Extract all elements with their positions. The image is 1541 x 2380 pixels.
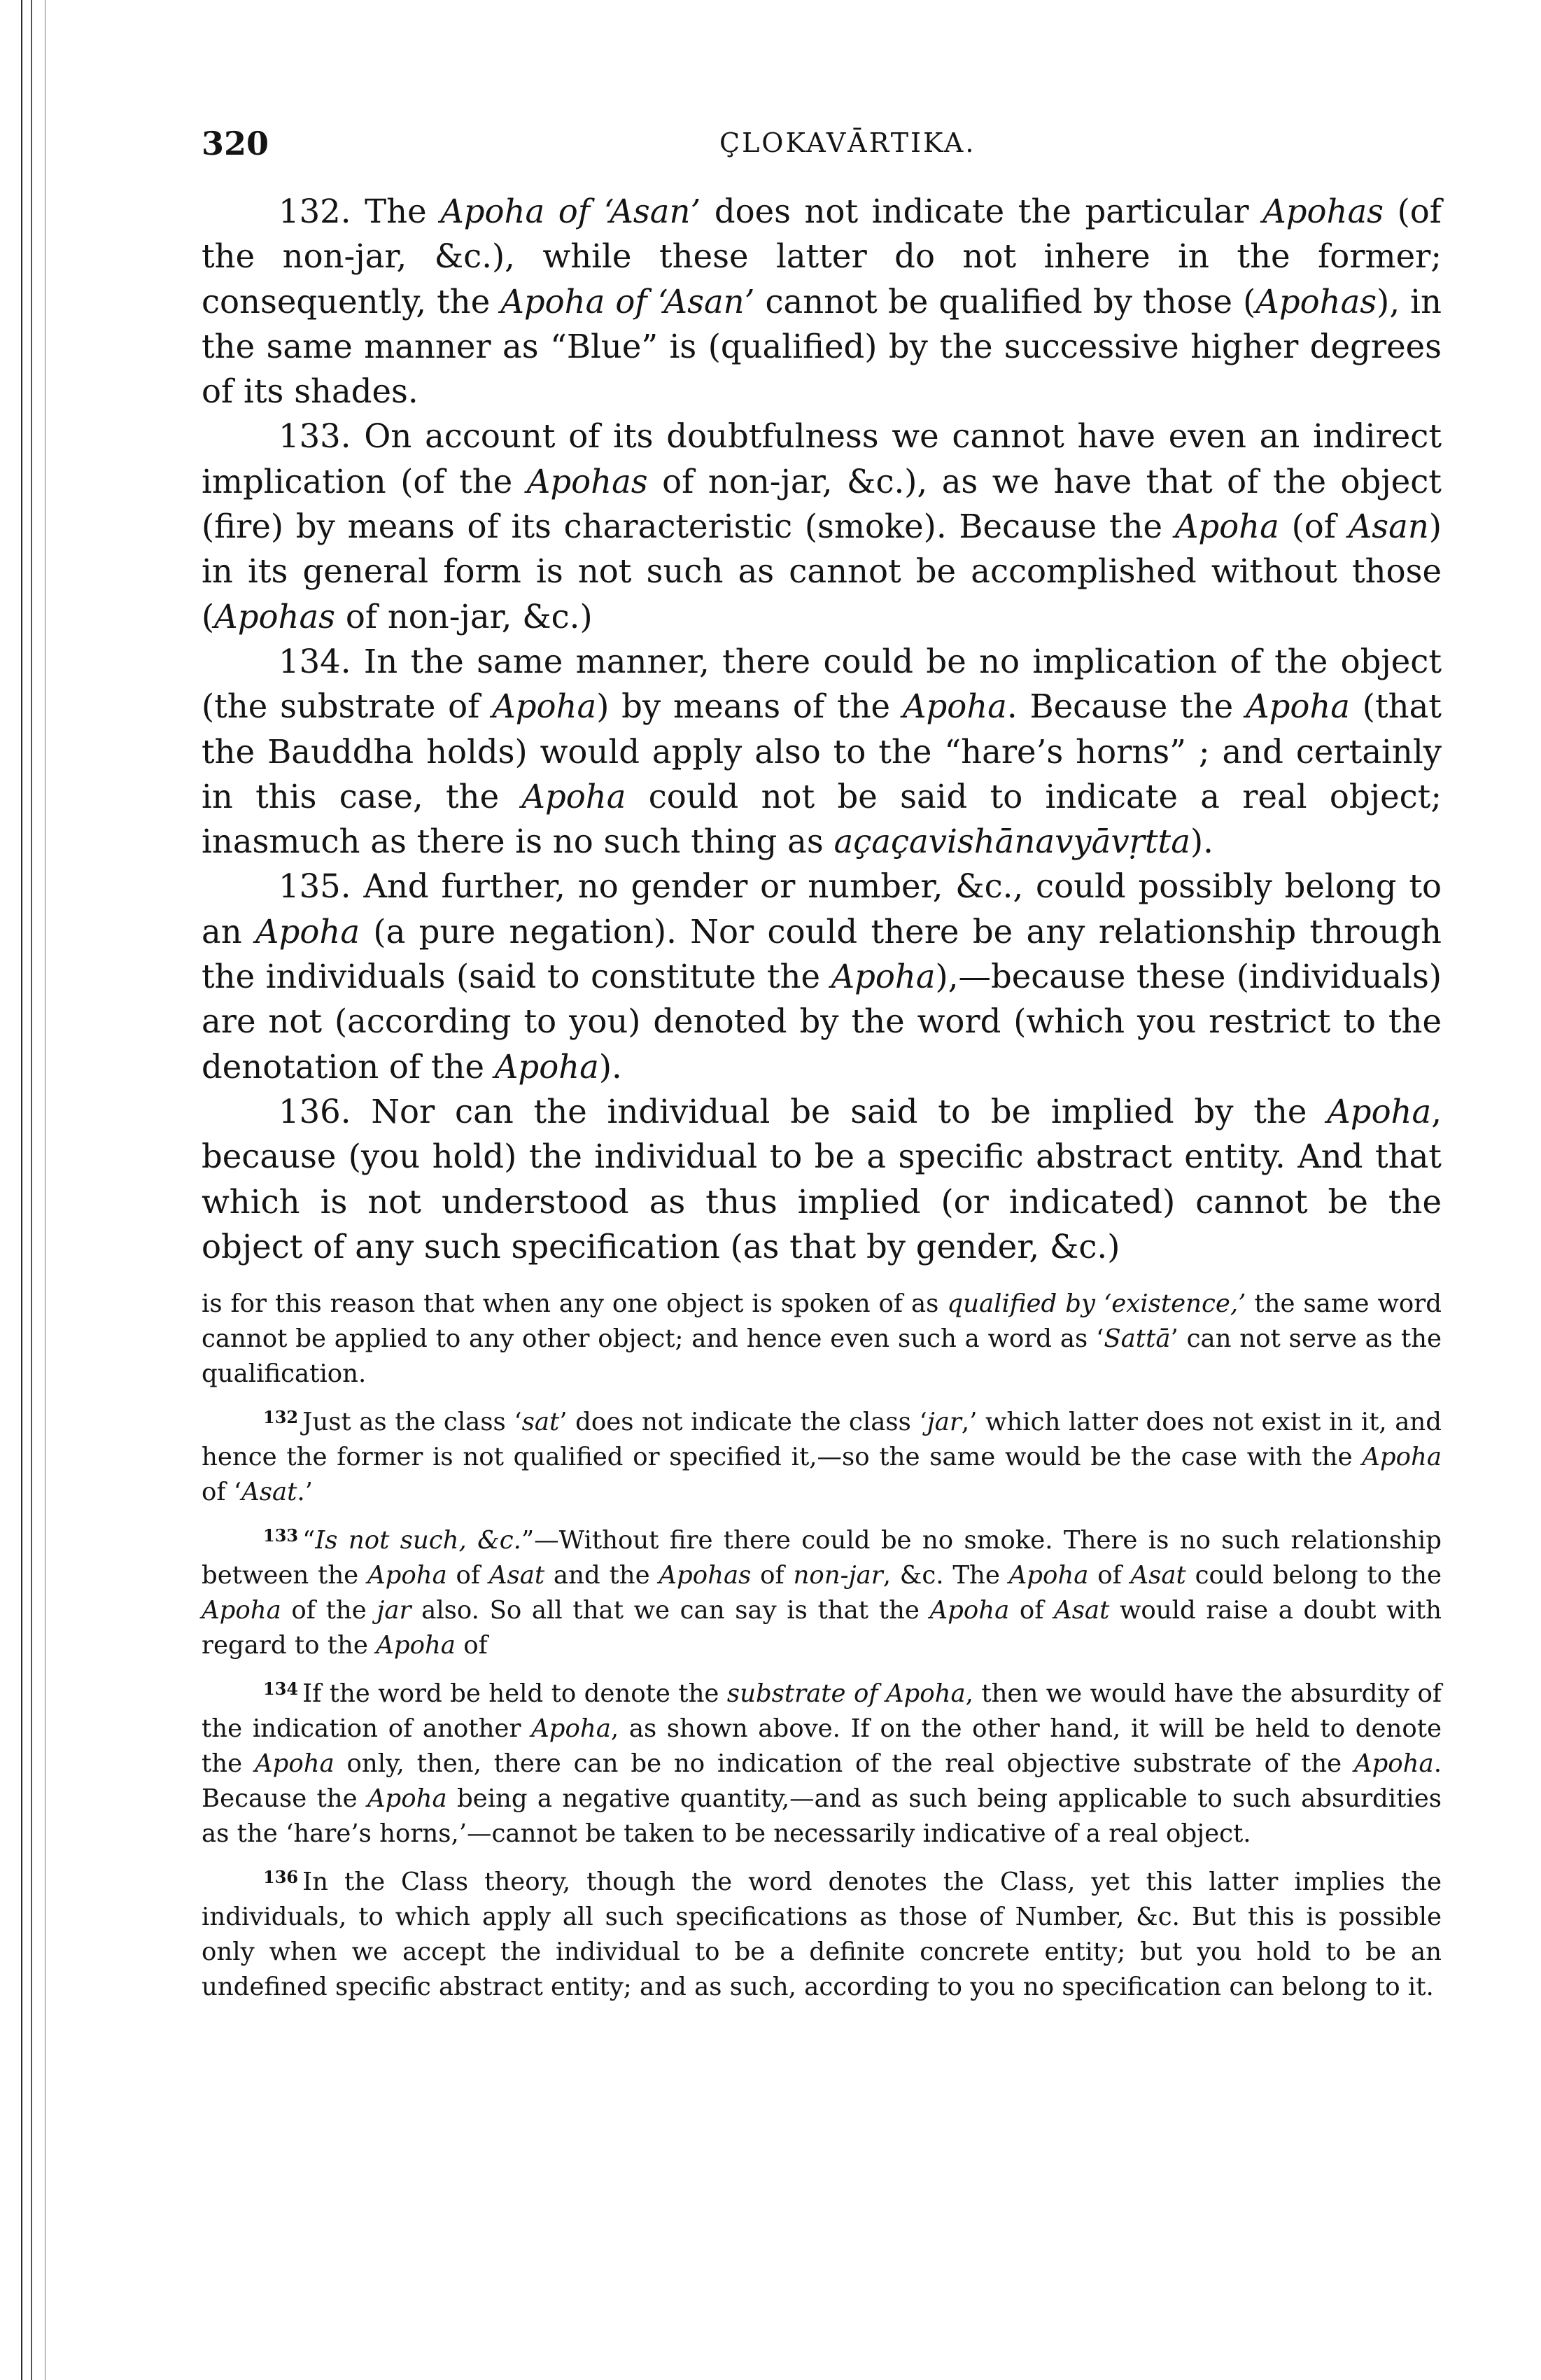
verse-136: 136. Nor can the individual be said to be implied by the Apoha, because (you hold) the individual to be a specific abstract entity. And that which is not understood as thus implied (or indicated) cannot be the object of any such specification (as that by gender, &c.): [202, 1092, 1442, 1266]
footnote-133: $^{133}$ “Is not such, &c.”—Without fire there could be no smoke. There is no such relationship between the Apoha of Asat and the Apohas of non-jar, &c. The Apoha of Asat could belong to the Apoha of the jar also. So all that we can say is that the Apoha of Asat would raise a doubt with regard to the Apoha of: [202, 1525, 1442, 1660]
footnotes: [202, 1287, 1442, 2005]
verse-135: 135. And further, no gender or number, &c., could possibly belong to an Apoha (a pure negation). Nor could there be any relationship through the individuals (said to constitute the Apoha),—because these (individuals) are not (according to you) denoted by the word (which you restrict to the denotation of the Apoha).: [202, 867, 1442, 1086]
footnote-132: $^{132}$ Just as the class ‘sat’ does not indicate the class ‘jar,’ which latter does not exist in it, and hence the former is not qualified or specified it,—so the same would be the case with the Apoha of ‘Asat.’: [202, 1407, 1442, 1506]
verse-133: 133. On account of its doubtfulness we cannot have even an indirect implication (of the Apohas of non-jar, &c.), as we have that of the object (fire) by means of its characteristic (smoke). Because the Apoha (of Asan) in its general form is not such as cannot be accomplished without those (Apohas of non-jar, &c.): [202, 417, 1442, 636]
main-text: [202, 189, 1442, 1269]
footnote-134: $^{134}$ If the word be held to denote the substrate of Apoha, then we would have the absurdity of the indication of another Apoha, as shown above. If on the other hand, it will be held to denote the Apoha only, then, there can be no indication of the real objective substrate of the Apoha. Because the Apoha being a negative quantity,—and as such being applicable to such absurdities as the ‘hare’s horns,’—cannot be taken to be necessarily indicative of a real object.: [202, 1679, 1442, 1848]
binding-edge-line: [21, 0, 22, 2380]
binding-edge-line: [31, 0, 32, 2380]
footnote-136: $^{136}$ In the Class theory, though the word denotes the Class, yet this latter implies the individuals, to which apply all such specifications as those of Number, &c. But this is possible only when we accept the individual to be a definite concrete entity; but you hold to be an undefined specific abstract entity; and as such, according to you no specification can belong to it.: [202, 1867, 1442, 2001]
page-number: 320: [202, 125, 269, 162]
footnote-continuation: is for this reason that when any one object is spoken of as qualified by ‘existence,’ the same word cannot be applied to any other object; and hence even such a word as ‘Sattā’ can not serve as the qualification.: [202, 1289, 1442, 1388]
page-header: [202, 125, 1433, 167]
verse-134: 134. In the same manner, there could be no implication of the object (the substrate of Apoha) by means of the Apoha. Because the Apoha (that the Bauddha holds) would apply also to the “hare’s horns” ; and certainly in this case, the Apoha could not be said to indicate a real object; inasmuch as there is no such thing as açaçavishānavyāvṛtta).: [202, 642, 1442, 861]
footnote-marker: 133: [263, 1525, 299, 1546]
footnote-marker: 136: [263, 1867, 299, 1887]
footnote-marker: 134: [263, 1679, 299, 1699]
running-title: ÇLOKAVĀRTIKA.: [719, 127, 976, 158]
footnote-marker: 132: [263, 1407, 299, 1427]
verse-132: 132. The Apoha of ‘Asan’ does not indicate the particular Apohas (of the non-jar, &c.), while these latter do not inhere in the former; consequently, the Apoha of ‘Asan’ cannot be qualified by those (Apohas), in the same manner as “Blue” is (qualified) by the successive higher degrees of its shades.: [202, 192, 1442, 411]
